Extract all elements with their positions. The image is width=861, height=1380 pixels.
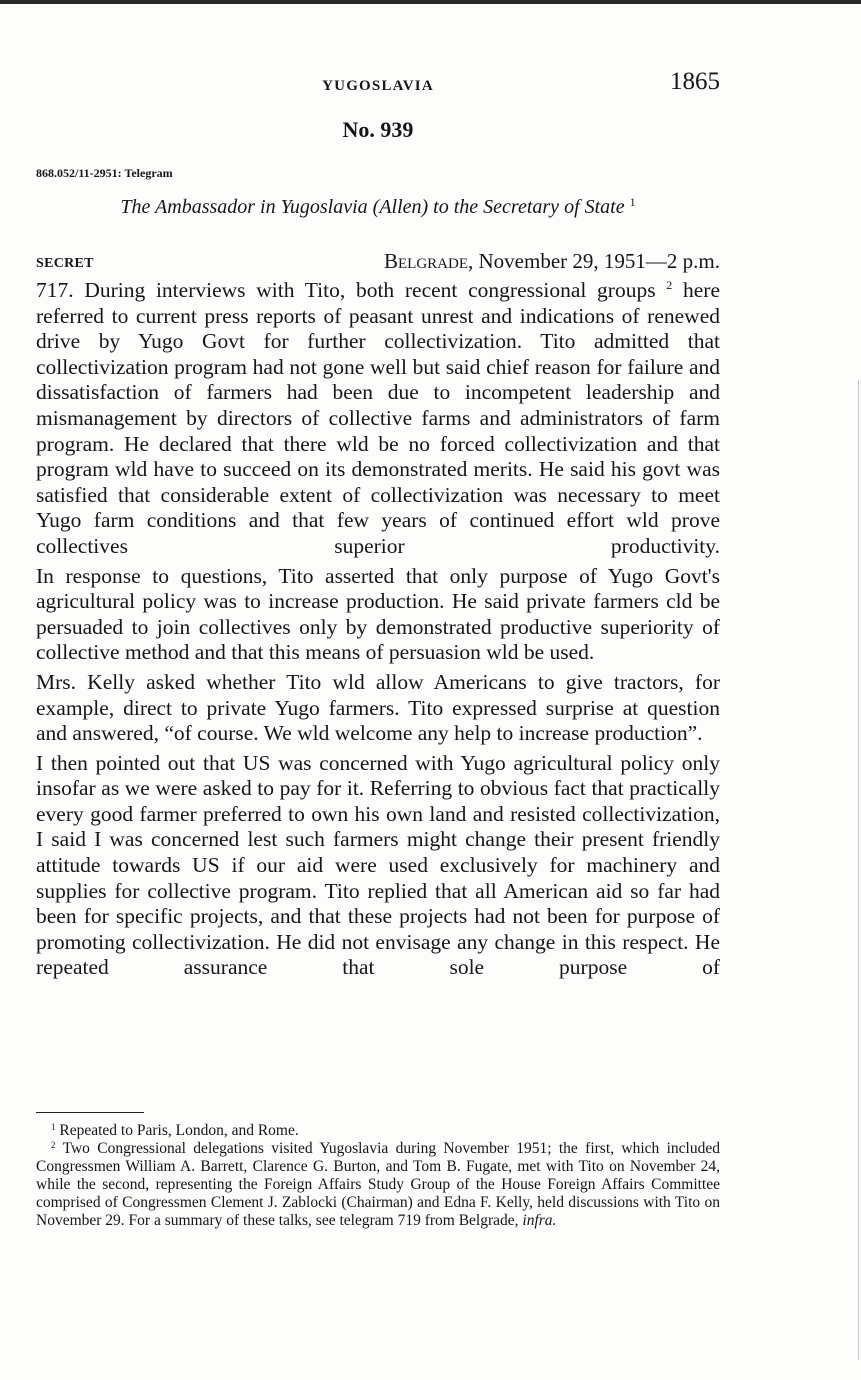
document-title-text: The Ambassador in Yugoslavia (Allen) to the Secretary of State <box>120 196 625 218</box>
scan-right-edge <box>858 380 859 1360</box>
footnote-2-marker: 2 <box>51 1140 56 1151</box>
footnote-2-infra: infra. <box>522 1212 557 1230</box>
footnote-1-text: Repeated to Paris, London, and Rome. <box>59 1122 299 1139</box>
footnotes <box>36 1122 720 1231</box>
paragraph-1 <box>36 278 720 560</box>
classification-label: SECRET <box>36 256 94 271</box>
footnote-divider <box>36 1112 144 1113</box>
dateline-place: Belgrade, <box>384 249 474 273</box>
dateline-date: November 29, 1951—2 p.m. <box>478 249 720 273</box>
dateline <box>384 249 720 274</box>
paragraph-1-text-a: 717. During interviews with Tito, both recent congressional groups <box>36 278 656 302</box>
file-reference: 868.052/11-2951: Telegram <box>36 166 173 180</box>
paragraph-4: I then pointed out that US was concerned with Yugo agricultural policy only insofar as we were asked to pay for it. Referring to obvious fact that practically every good farmer preferred to own his own land and resisted collectivization, I said I was concerned lest such farmers might change their present friendly attitude towards US if our aid were used exclusively for machinery and supplies for collective program. Tito replied that all American aid so far had been for specific projects, and that these projects had not been for purpose of promoting collectivization. He did not envisage any change in this respect. He repeated assurance that sole purpose of <box>36 750 720 980</box>
running-head: YUGOSLAVIA <box>322 78 434 94</box>
footnote-2 <box>36 1140 720 1230</box>
scan-top-border <box>0 0 861 4</box>
document-number: No. 939 <box>342 117 414 142</box>
page-number: 1865 <box>670 68 720 95</box>
paragraph-3: Mrs. Kelly asked whether Tito wld allow Americans to give tractors, for example, direct to private Yugo farmers. Tito expressed surprise at question and answered, “of course. We wld welcome any help to increase production”. <box>36 669 720 746</box>
footnote-marker: 1 <box>629 195 636 209</box>
telegram-body <box>36 278 720 985</box>
paragraph-2: In response to questions, Tito asserted that only purpose of Yugo Govt's agricultural policy was to increase production. He said private farmers cld be persuaded to join collectives only by demonstrated productive superiority of collective method and that this means of persuasion wld be used. <box>36 563 720 665</box>
footnote-1 <box>36 1122 720 1140</box>
document-title <box>36 196 720 219</box>
footnote-marker: 2 <box>666 278 673 292</box>
footnote-2-text: Two Congressional delegations visited Yugoslavia during November 1951; the first, which included Congressmen William A. Barrett, Clarence G. Burton, and Tom B. Fugate, met with Tito on November 24, while the second, representing the Foreign Affairs Study Group of the House Foreign Affairs Committee comprised of Congressmen Clement J. Zablocki (Chairman) and Edna F. Kelly, held discussions with Tito on November 29. For a summary of these talks, see telegram 719 from Belgrade, <box>36 1140 720 1230</box>
paragraph-1-text-b: here referred to current press reports of peasant unrest and indications of renewed drive by Yugo Govt for further collectivization. Tito admitted that collectivization program had not gone well but said chief reason for failure and dissatisfaction of farmers had been due to incompetent leadership and mismanagement by directors of collective farms and administrators of farm program. He declared that there wld be no forced collectivization and that program wld have to succeed on its demonstrated merits. He said his govt was satisfied that considerable extent of collectivization was necessary to meet Yugo farm conditions and that few years of continued effort wld prove collectives superior productivity. <box>36 278 721 558</box>
footnote-1-marker: 1 <box>51 1122 56 1132</box>
